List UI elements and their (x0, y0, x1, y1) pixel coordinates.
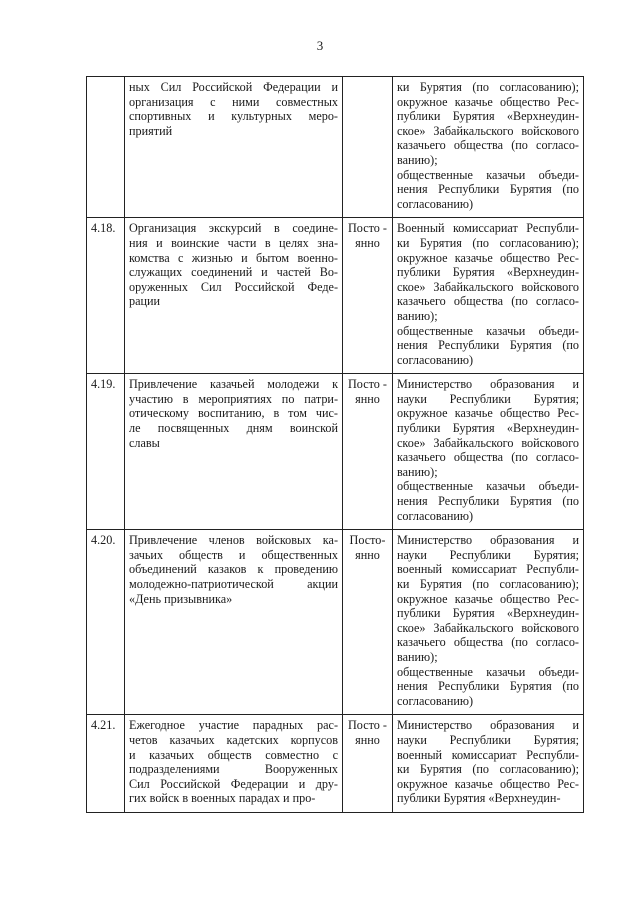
executors-text-line: окружное казачье общество Рес- (397, 250, 579, 265)
activity-text-line: подразделениями Вооруженных (129, 762, 338, 777)
executors-text-line: науки Республики Бурятия; (397, 391, 579, 406)
executors-text-line: военный комиссариат Республи- (397, 562, 579, 577)
item-number: 4.20. (87, 530, 125, 715)
executors-text-line: казачьего общества (по согласо- (397, 450, 579, 465)
item-number (87, 77, 125, 218)
term-text-line: янно (355, 235, 380, 250)
table-row (87, 530, 584, 715)
item-number: 4.18. (87, 218, 125, 374)
executors-text (393, 374, 584, 530)
executors-text-line: ки Бурятия (по согласованию); (397, 762, 579, 777)
executors-text (393, 530, 584, 715)
executors-text-line: казачьего общества (по согласо- (397, 138, 579, 153)
activity-text-line: приятий (129, 123, 173, 138)
term-text-line: Посто - (348, 221, 387, 236)
executors-text (393, 715, 584, 813)
executors-text-line: ванию); (397, 152, 438, 167)
table-row (87, 715, 584, 813)
executors-text-line: публики Бурятия «Верхнеудин- (397, 791, 561, 806)
executors-text-line: Министерство образования и (397, 533, 579, 548)
activity-text-line: Привлечение членов войсковых ка- (129, 533, 338, 548)
executors-text (393, 218, 584, 374)
activity-text-line: ния и воинские части в целях зна- (129, 235, 338, 250)
activity-text-line: оруженных Сил Российской Феде- (129, 279, 338, 294)
activity-text-line: четов казачьих кадетских корпусов (129, 732, 338, 747)
term-text (343, 77, 393, 218)
activity-text-line: гих войск в военных парадах и про- (129, 791, 316, 806)
executors-text-line: ки Бурятия (по согласованию); (397, 235, 579, 250)
executors-text-line: общественные казачьи объеди- (397, 323, 579, 338)
activity-text-line: служащих соединений и частей Во- (129, 265, 338, 280)
activity-text-line: зачьих обществ и общественных (129, 547, 338, 562)
executors-text-line: ское» Забайкальского войскового (397, 435, 579, 450)
term-text-line: Посто - (348, 718, 387, 733)
executors-text-line: военный комиссариат Республи- (397, 747, 579, 762)
executors-text-line: ское» Забайкальского войскового (397, 279, 579, 294)
executors-text-line: публики Бурятия «Верхнеудин- (397, 606, 579, 621)
activity-text-line: молодежно-патриотической акции (129, 577, 338, 591)
executors-text-line: ванию); (397, 649, 438, 664)
executors-text-line: науки Республики Бурятия; (397, 732, 579, 747)
item-number: 4.19. (87, 374, 125, 530)
term-text-line: янно (355, 732, 380, 747)
measures-table (86, 76, 584, 813)
activity-text-line: объединений казаков к проведению (129, 562, 338, 577)
activity-text-line: комства с жизнью и бытом военно- (129, 250, 338, 265)
activity-text (125, 374, 343, 530)
executors-text-line: науки Республики Бурятия; (397, 547, 579, 562)
executors-text-line: ское» Забайкальского войскового (397, 620, 579, 635)
activity-text (125, 530, 343, 715)
executors-text-line: общественные казачьи объеди- (397, 167, 579, 182)
activity-text (125, 77, 343, 218)
activity-text-line: участию в мероприятиях по патри- (129, 391, 338, 406)
term-text (343, 530, 393, 715)
executors-text-line: публики Бурятия «Верхнеудин- (397, 109, 579, 124)
executors-text-line: согласованию) (397, 693, 474, 708)
executors-text-line: окружное казачье общество Рес- (397, 406, 579, 421)
activity-text-line: «День призывника» (129, 591, 233, 606)
activity-text-line: и казачьих обществ совместно с (129, 747, 338, 762)
executors-text-line: окружное казачье общество Рес- (397, 776, 579, 791)
executors-text-line: публики Бурятия «Верхнеудин- (397, 265, 579, 280)
activity-text-line: отическому воспитанию, в том чис- (129, 406, 338, 421)
term-text (343, 715, 393, 813)
executors-text-line: Министерство образования и (397, 718, 579, 733)
executors-text-line: Военный комиссариат Республи- (397, 221, 579, 236)
executors-text-line: согласованию) (397, 352, 474, 367)
activity-text-line: Ежегодное участие парадных рас- (129, 718, 338, 733)
measures-table-body (87, 77, 584, 813)
term-text (343, 218, 393, 374)
activity-text-line: ле посвященных дням воинской (129, 421, 338, 436)
executors-text-line: согласованию) (397, 196, 474, 211)
executors-text-line: общественные казачьи объеди- (397, 664, 579, 679)
activity-text-line: ных Сил Российской Федерации и (129, 80, 338, 94)
term-text-line: янно (355, 391, 380, 406)
activity-text (125, 715, 343, 813)
item-number: 4.21. (87, 715, 125, 813)
table-row (87, 77, 584, 218)
table-row (87, 374, 584, 530)
executors-text-line: нения Республики Бурятия (по (397, 679, 579, 694)
page-number: 3 (316, 38, 324, 53)
activity-text-line: Организация экскурсий в соедине- (129, 221, 338, 236)
executors-text-line: ки Бурятия (по согласованию); (397, 80, 579, 94)
term-text-line: Посто- (349, 533, 386, 548)
activity-text-line: рации (129, 294, 161, 309)
activity-text-line: Сил Российской Федерации и дру- (129, 776, 338, 791)
term-text (343, 374, 393, 530)
activity-text-line: Привлечение казачьей молодежи к (129, 377, 338, 392)
executors-text-line: казачьего общества (по согласо- (397, 294, 579, 309)
executors-text-line: ванию); (397, 308, 438, 323)
executors-text-line: Министерство образования и (397, 377, 579, 392)
activity-text-line: славы (129, 435, 160, 450)
executors-text-line: согласованию) (397, 508, 474, 523)
executors-text-line: казачьего общества (по согласо- (397, 635, 579, 650)
activity-text (125, 218, 343, 374)
executors-text-line: нения Республики Бурятия (по (397, 494, 579, 509)
executors-text-line: нения Республики Бурятия (по (397, 182, 579, 197)
term-text-line: Посто - (348, 377, 387, 392)
executors-text-line: публики Бурятия «Верхнеудин- (397, 421, 579, 436)
table-row (87, 218, 584, 374)
executors-text-line: нения Республики Бурятия (по (397, 338, 579, 353)
term-text-line: янно (355, 547, 380, 562)
executors-text-line: ванию); (397, 464, 438, 479)
executors-text (393, 77, 584, 218)
activity-text-line: спортивных и культурных меро- (129, 109, 338, 124)
executors-text-line: окружное казачье общество Рес- (397, 94, 579, 109)
executors-text-line: общественные казачьи объеди- (397, 479, 579, 494)
executors-text-line: окружное казачье общество Рес- (397, 591, 579, 606)
executors-text-line: ки Бурятия (по согласованию); (397, 577, 579, 591)
executors-text-line: ское» Забайкальского войскового (397, 123, 579, 138)
activity-text-line: организация с ними совместных (129, 94, 338, 109)
